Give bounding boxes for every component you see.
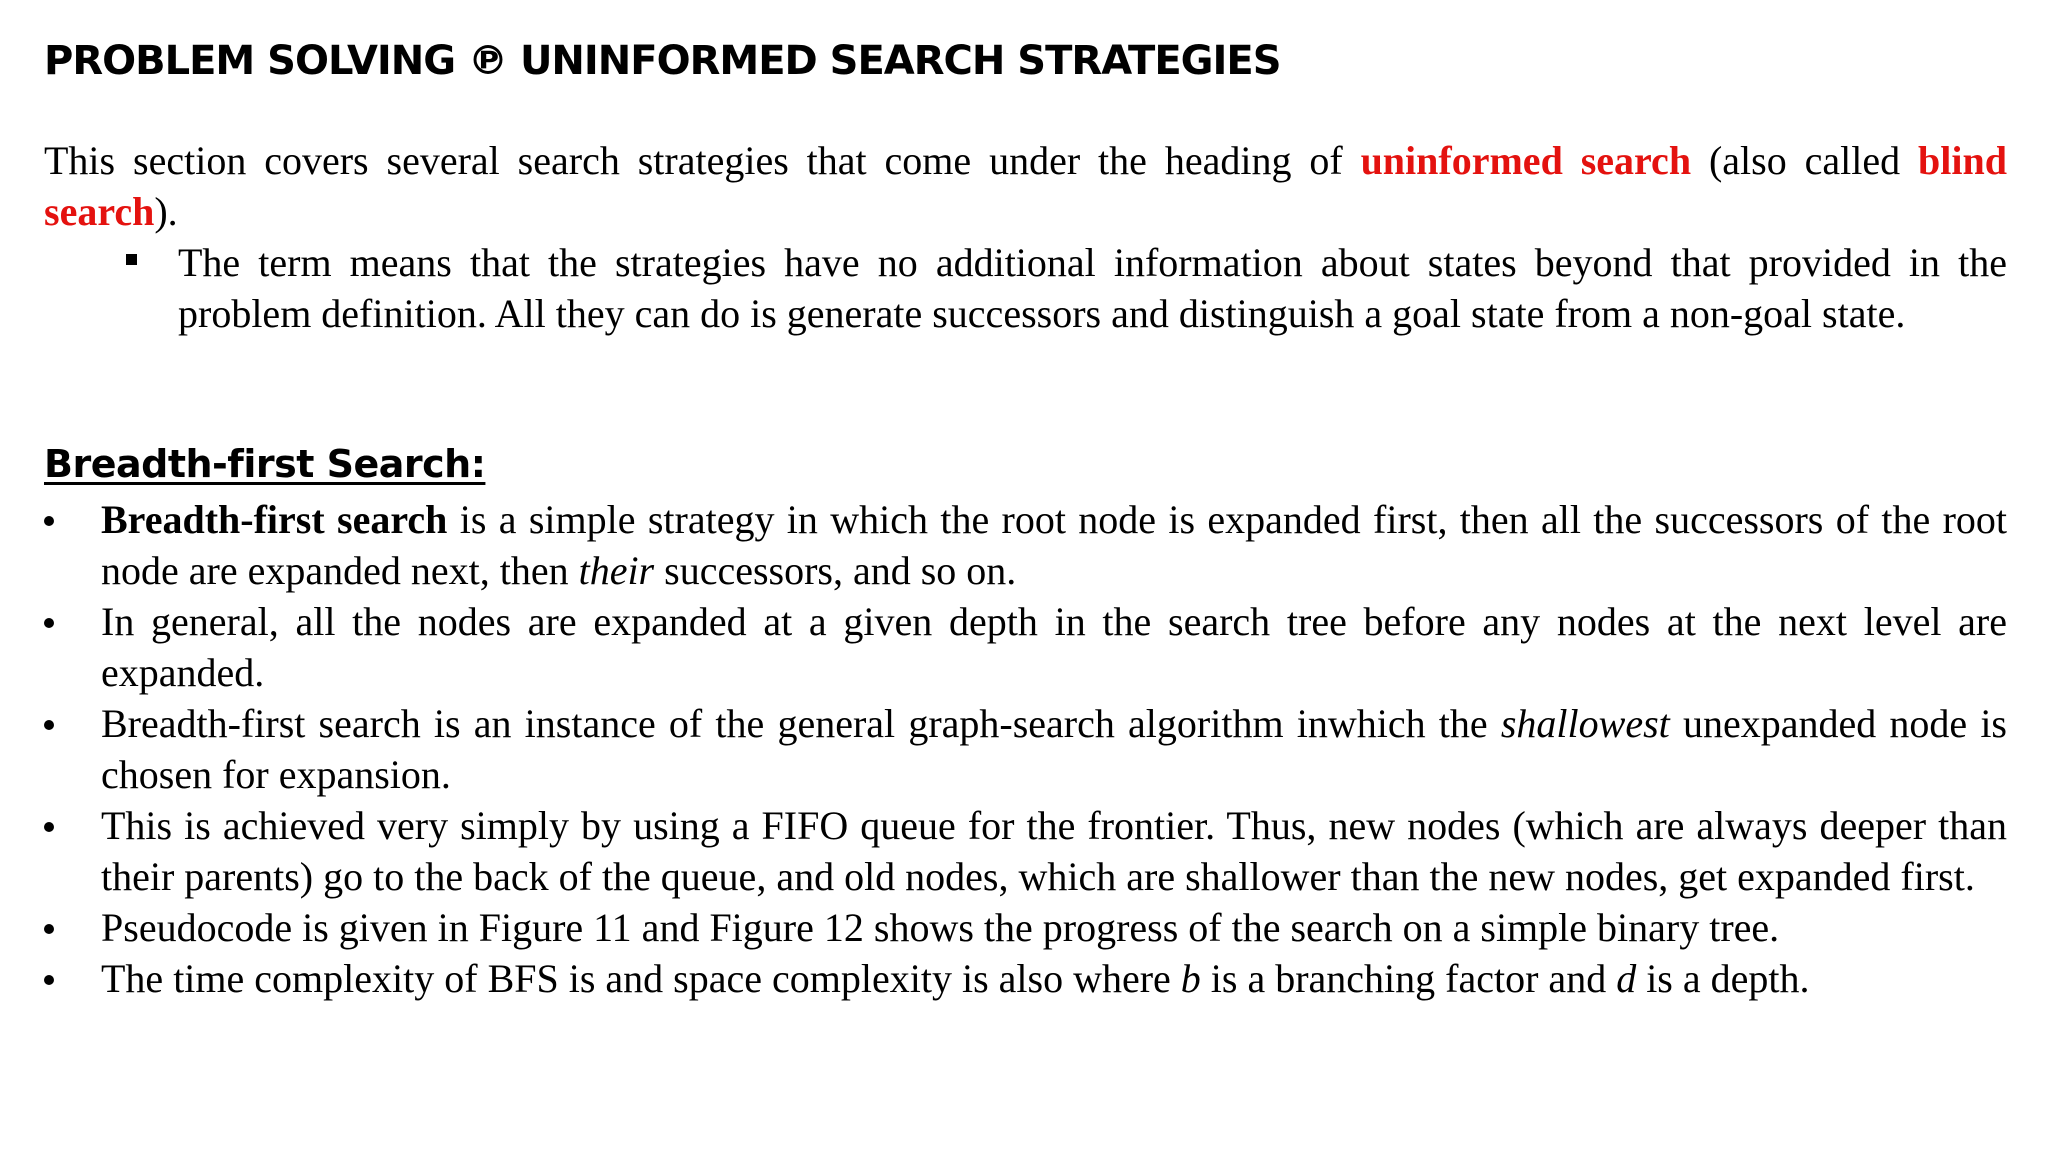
list-item: [101, 596, 2007, 698]
intro-text-before: This section covers several search strategies that come under the heading of: [44, 138, 1361, 183]
list-item: [101, 902, 2007, 953]
bullet-text: is a simple strategy in which the root node is expanded first, then all the successors of the root node are expanded next, then: [101, 497, 2007, 593]
bullet-dot-icon: [44, 975, 54, 985]
term-blind-search: blind search: [44, 138, 2007, 234]
bullet-dot-icon: [44, 516, 54, 526]
section-heading: Breadth-first Search:: [44, 442, 486, 486]
bullet-text: Pseudocode is given in Figure 11 and Figure 12 shows the progress of the search on a simple binary tree.: [101, 905, 1780, 950]
bullet-text: is a depth.: [1636, 956, 1810, 1001]
bullet-dot-icon: [44, 618, 54, 628]
sub-bullet: [178, 237, 2007, 339]
list-item: [101, 800, 2007, 902]
list-item: [101, 953, 2007, 1004]
bullet-text: unexpanded node is chosen for expansion.: [101, 701, 2007, 797]
list-item: [101, 698, 2007, 800]
bullet-dot-icon: [44, 822, 54, 832]
bullet-text: In general, all the nodes are expanded at a given depth in the search tree before any nodes at the next level are expanded.: [101, 599, 2007, 695]
bullet-italic: shallowest: [1500, 701, 1670, 746]
bullet-text: This is achieved very simply by using a FIFO queue for the frontier. Thus, new nodes (which are always deeper than their parents) go to the back of the queue, and old nodes, which are shallower than the new nodes, get expanded first.: [101, 803, 2007, 899]
bullet-dot-icon: [44, 924, 54, 934]
bullet-list: [101, 494, 2007, 1004]
intro-paragraph: [44, 135, 2007, 237]
slide-title: PROBLEM SOLVING ℗ UNINFORMED SEARCH STRATEGIES: [44, 38, 1281, 84]
bullet-italic: their: [578, 548, 655, 593]
square-bullet-icon: [126, 254, 137, 265]
bullet-text: Breadth-first search is an instance of the general graph-search algorithm inwhich the: [101, 701, 1501, 746]
term-uninformed-search: uninformed search: [1360, 138, 1692, 183]
list-item: [101, 494, 2007, 596]
bullet-text: successors, and so on.: [654, 548, 1017, 593]
bullet-text: The time complexity of BFS is and space complexity is also where: [101, 956, 1181, 1001]
bullet-bold-lead: Breadth-first search: [101, 497, 448, 542]
bullet-italic-d: d: [1616, 956, 1637, 1001]
intro-text-after: ).: [154, 189, 178, 234]
bullet-dot-icon: [44, 720, 54, 730]
intro-text-middle: (also called: [1691, 138, 1919, 183]
sub-bullet-text: The term means that the strategies have no additional information about states beyond that provided in the problem definition. All they can do is generate successors and distinguish a goal state from a non-goal state.: [178, 240, 2007, 336]
bullet-italic-b: b: [1180, 956, 1201, 1001]
bullet-text: is a branching factor and: [1200, 956, 1617, 1001]
